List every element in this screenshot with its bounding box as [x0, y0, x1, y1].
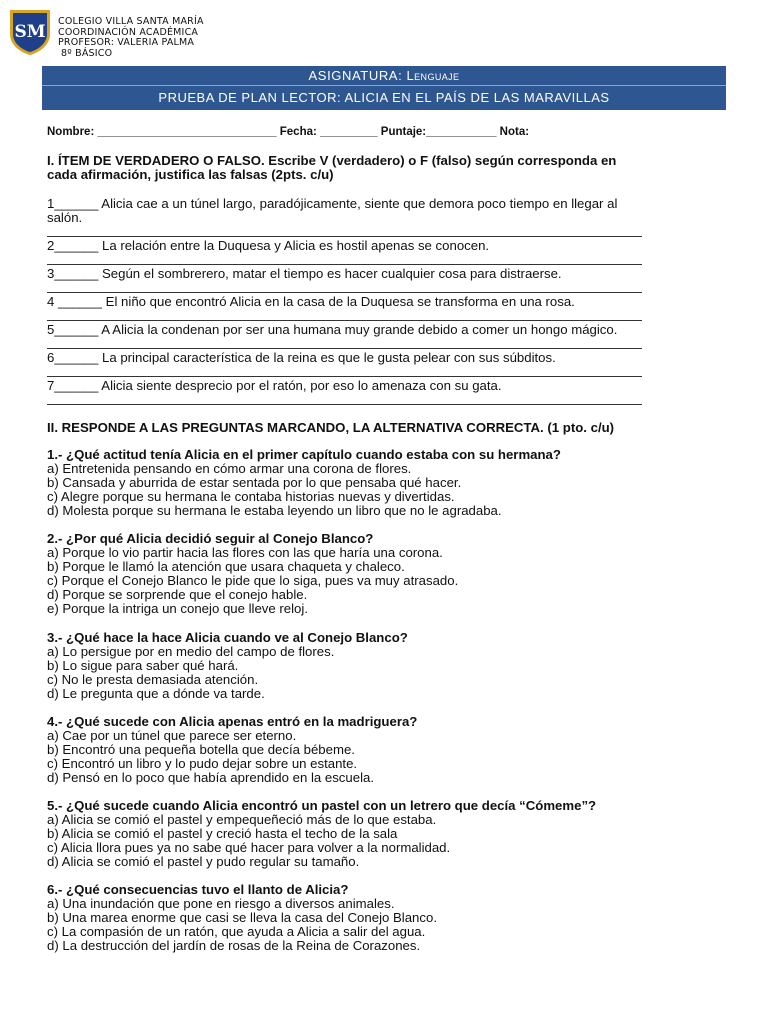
q1-option-d: d) Molesta porque su hermana le estaba leyendo un libro que no le agradaba.: [47, 503, 502, 518]
tf-item-3: 3______ Según el sombrerero, matar el tiempo es hacer cualquier cosa para distraerse.: [47, 266, 562, 281]
section1-heading-line1: I. ÍTEM DE VERDADERO O FALSO. Escribe V (verdadero) o F (falso) según corresponda en: [47, 153, 617, 168]
q3-option-a: a) Lo persigue por en medio del campo de flores.: [47, 644, 335, 659]
school-name: COLEGIO VILLA SANTA MARÍA: [58, 16, 204, 27]
answer-line: [47, 292, 642, 293]
q5-option-c: c) Alicia llora pues ya no sabe qué hacer para volver a la normalidad.: [47, 840, 451, 855]
student-info-line: Nombre: ____________________________ Fecha: _________ Puntaje:___________ Nota:: [47, 126, 530, 138]
tf-item-7: 7______ Alicia siente desprecio por el ratón, por eso lo amenaza con su gata.: [47, 378, 502, 393]
question-4: 4.- ¿Qué sucede con Alicia apenas entró en la madriguera?: [47, 714, 418, 729]
q3-option-b: b) Lo sigue para saber qué hará.: [47, 658, 239, 673]
section1-heading-line2: cada afirmación, justifica las falsas (2pts. c/u): [47, 167, 334, 182]
tf-item-4: 4 ______ El niño que encontró Alicia en la casa de la Duquesa se transforma en una rosa.: [47, 294, 575, 309]
q3-option-c: c) No le presta demasiada atención.: [47, 672, 259, 687]
subject-label: ASIGNATURA:: [308, 68, 403, 83]
q4-option-d: d) Pensó en lo poco que había aprendido en la escuela.: [47, 770, 375, 785]
q5-option-b: b) Alicia se comió el pastel y creció hasta el techo de la sala: [47, 826, 398, 841]
question-5: 5.- ¿Qué sucede cuando Alicia encontró un pastel con un letrero que decía “Cómeme”?: [47, 798, 597, 813]
teacher: PROFESOR: VALERIA PALMA: [58, 37, 195, 48]
q2-option-d: d) Porque se sorprende que el conejo hable.: [47, 587, 308, 602]
tf-item-5: 5______ A Alicia la condenan por ser una humana muy grande debido a comer un hongo mágico.: [47, 322, 618, 337]
answer-line: [47, 264, 642, 265]
answer-line: [47, 404, 642, 405]
tf-item-6: 6______ La principal característica de la reina es que le gusta pelear con sus súbditos.: [47, 350, 556, 365]
q4-option-b: b) Encontró una pequeña botella que decía bébeme.: [47, 742, 355, 757]
answer-line: [47, 348, 642, 349]
q6-option-c: c) La compasión de un ratón, que ayuda a Alicia a salir del agua.: [47, 924, 426, 939]
q1-option-b: b) Cansada y aburrida de estar sentada por lo que pensaba qué hacer.: [47, 475, 462, 490]
q1-option-a: a) Entretenida pensando en cómo armar una corona de flores.: [47, 461, 412, 476]
answer-line: [47, 320, 642, 321]
grade: 8º BÁSICO: [61, 47, 113, 59]
question-1: 1.- ¿Qué actitud tenía Alicia en el primer capítulo cuando estaba con su hermana?: [47, 447, 561, 462]
question-6: 6.- ¿Qué consecuencias tuvo el llanto de Alicia?: [47, 882, 349, 897]
q4-option-c: c) Encontró un libro y lo pudo dejar sobre un estante.: [47, 756, 358, 771]
q2-option-a: a) Porque lo vio partir hacia las flores con las que haría una corona.: [47, 545, 443, 560]
section2-heading: II. RESPONDE A LAS PREGUNTAS MARCANDO, LA ALTERNATIVA CORRECTA. (1 pto. c/u): [47, 420, 615, 435]
tf-item-1-cont: salón.: [47, 210, 83, 225]
q5-option-a: a) Alicia se comió el pastel y empequeñeció más de lo que estaba.: [47, 812, 437, 827]
q2-option-b: b) Porque le llamó la atención que usara chaqueta y chaleco.: [47, 559, 405, 574]
exam-title: PRUEBA DE PLAN LECTOR: ALICIA EN EL PAÍS DE LAS MARAVILLAS: [158, 90, 610, 105]
subject-value: Lenguaje: [406, 68, 460, 83]
banner-divider: [42, 85, 726, 86]
coordination: COORDINACIÓN ACADÉMICA: [58, 26, 199, 38]
q3-option-d: d) Le pregunta que a dónde va tarde.: [47, 686, 265, 701]
title-banner: [42, 66, 726, 110]
q2-option-e: e) Porque la intriga un conejo que lleve reloj.: [47, 601, 308, 616]
tf-item-2: 2______ La relación entre la Duquesa y Alicia es hostil apenas se conocen.: [47, 238, 490, 253]
question-2: 2.- ¿Por qué Alicia decidió seguir al Conejo Blanco?: [47, 531, 374, 546]
q4-option-a: a) Cae por un túnel que parece ser eterno.: [47, 728, 297, 743]
school-info: [58, 17, 204, 59]
answer-line: [47, 236, 642, 237]
answer-line: [47, 376, 642, 377]
q1-option-c: c) Alegre porque su hermana le contaba historias nuevas y divertidas.: [47, 489, 455, 504]
logo-letters: SM: [14, 22, 46, 42]
question-3: 3.- ¿Qué hace la hace Alicia cuando ve al Conejo Blanco?: [47, 630, 408, 645]
q2-option-c: c) Porque el Conejo Blanco le pide que lo siga, pues va muy atrasado.: [47, 573, 459, 588]
q6-option-b: b) Una marea enorme que casi se lleva la casa del Conejo Blanco.: [47, 910, 437, 925]
tf-item-1: 1______ Alicia cae a un túnel largo, paradójicamente, siente que demora poco tiempo en llegar al: [47, 196, 618, 211]
q6-option-d: d) La destrucción del jardín de rosas de la Reina de Corazones.: [47, 938, 421, 953]
subject-row: [42, 68, 726, 83]
q6-option-a: a) Una inundación que pone en riesgo a diversos animales.: [47, 896, 395, 911]
q5-option-d: d) Alicia se comió el pastel y pudo regular su tamaño.: [47, 854, 360, 869]
school-crest-logo: [8, 8, 52, 56]
